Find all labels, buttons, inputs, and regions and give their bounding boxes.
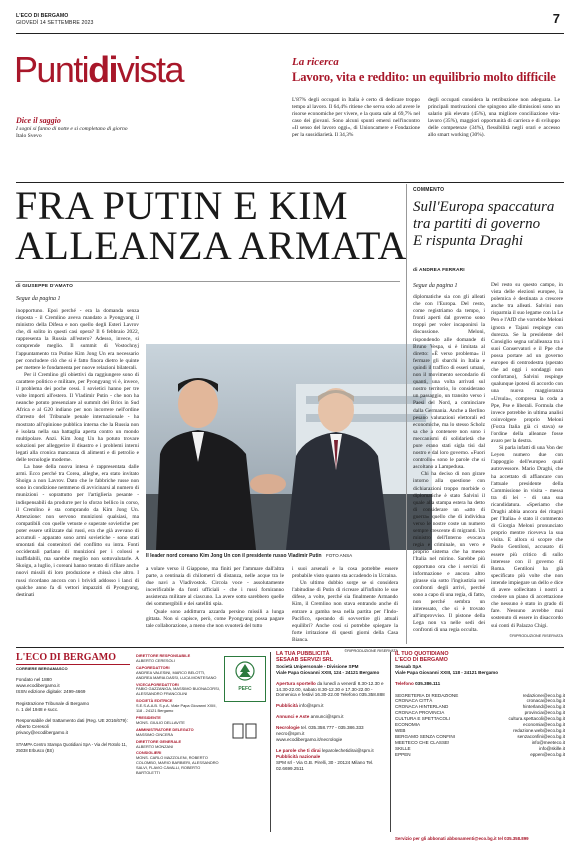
staff-block <box>136 666 220 681</box>
commento-headline-1: Sull'Europa spaccatura <box>413 199 555 215</box>
contact-line: www.ecodibergamo.it <box>16 682 60 688</box>
section-title <box>14 49 183 90</box>
department-name: BERGAMO SENZA CONFINI <box>395 733 455 739</box>
department-name: EPPEN <box>395 751 411 757</box>
main-headline-line1: FRA PUTIN E KIM <box>15 183 349 228</box>
ricerca-text-2: degli occupati considera la retribuzione non adeguata. Le principali motivazioni che spingono alle dimissioni sono un salario più elevato (45%), una migliore conciliazione vita-lavoro (35%), maggiori opportunità di carriera e di sviluppo delle competenze (34%), flessibilità negli orari e accesso allo smart working (30%). <box>428 97 560 139</box>
department-email[interactable]: senzaconfini@eco.bg.it <box>517 733 565 739</box>
servizi-title: LA TUA PUBBLICITÀ <box>276 651 330 657</box>
contact-line: Responsabile del trattamento dati (Reg. UE 2016/679): Alberto Ceresoli <box>16 718 128 730</box>
servizi-opening <box>276 681 386 699</box>
photo-credit: FOTO ANSA <box>325 553 353 558</box>
commento-copyright: ©RIPRODUZIONE RISERVATA <box>509 633 563 638</box>
subscriptions[interactable]: Servizio per gli abbonati abbonamenti@eco.bg.it tel 035.358.899 <box>395 836 529 841</box>
phone-number[interactable]: 035.386.111 <box>415 680 441 686</box>
necro-web[interactable]: www.ecodibergamo.it/necrologie <box>276 736 343 742</box>
footer-contacts <box>16 677 130 736</box>
servizi-parole <box>276 748 386 754</box>
masthead-paper: L'ECO DI BERGAMO <box>16 13 69 19</box>
footer-masthead <box>16 652 130 754</box>
tree-icon <box>235 661 255 681</box>
footer-logo-sub: CORRIERE BERGAMASCO <box>16 664 130 672</box>
commento-header <box>413 187 563 250</box>
phone-label: Telefono <box>395 680 414 686</box>
commento-divider <box>406 184 407 644</box>
ricerca-col2 <box>428 97 560 140</box>
department-email[interactable]: provincia@eco.bg.it <box>524 710 565 716</box>
staff-block <box>136 683 220 698</box>
commento-col2-p1: Del resto su questo campo, in vista delle elezioni europee, la polemica è destinata a crescere anche tra alleati. Salvini non risparmia il suo legame con la Le Pen e l'AfD che vorrebbe Meloni ignora e Tajani respinge con durezza. Se la presidente del Consiglio segna un'alleanza tra i suoi Conservatori e il Ppe che possa portare ad un governo europeo di centrodestra (sperato che ad oggi i sondaggi non confortano), Salvini respinge qualunque ipotesi di accordo con una nuova maggioranza «Ursula», compresa la coda a Ppe, Pse e liberali. Formula che invece potrebbe in ultima analisi coinvolgere proprio Meloni (Forza Italia già ci stava) se l'ordine della alleanze fosse avaro per la destra. <box>491 282 563 445</box>
section-title-part1: Punti <box>14 49 89 90</box>
footer-servizi <box>276 652 386 772</box>
footer-logo: L'ECO DI BERGAMO <box>16 652 117 663</box>
footer-vrule-2 <box>390 652 391 832</box>
top-rule <box>16 33 564 34</box>
departments-list <box>395 693 565 758</box>
staff-names: S.E.S.A.A.B. S.p.A. Viale Papa Giovanni XXIII, 118 - 24121 Bergamo <box>136 703 217 714</box>
section-title-part3: vista <box>116 49 183 90</box>
commento-col1-p2: Chi ha deciso di non girare intorno alla questione con dichiarazioni troppo morbide o diplomatiche è stato Salvini il quale alla stampa estera ha detto di considerare un «atto di guerra» quello che di individua verso le nostre coste un numero sempre crescente di migranti. Un ministro dell'Interno evocava regia e criminale, un vero e proprio sistema che ha messo l'Italia nel mirino. Sarebbe più opportuno ora che i servizi di informazione e ancora altro girasse sia sotto l'ingiustizia nei confronti degli arrivi, perché sono a capo di una regia, di fatto, non perché sembra un interessato, che si è trovato all'improvviso. Il pistone della Lega non va nelle sedi dei confronti di una regia occulta. <box>413 471 485 634</box>
footer-stampa: STAMPA Centro Stampa Quotidiani SpA - Via del Rotolo 11, 25038 Erbusco (BS) <box>16 742 127 754</box>
annunci-label: Annunci e Aste <box>276 714 310 720</box>
department-email[interactable]: info@skille.it <box>539 745 565 751</box>
main-col1-p1: inopportuno. Epoi perché - era la domanda senza risposta - il Cremlino aveva mandato a Pyongyang il ministro della Difesa e non quello degli Esteri Lavrov che, di solito in questi casi opera? Il 6 febbraio 2022, rappresenta la Russia all'estero? Adesso, invece, si comprende meglio. Il summit di Vostochnyj l'appuntamento tra Putine Kim Jong Un era necessario per concludere ciò che si è fatto finora dietro le quinte per mettere le fondamenta per nuove relazioni bilaterali. <box>16 308 139 371</box>
page-number: 7 <box>552 11 560 26</box>
department-email[interactable]: cultura.spettacoli@eco.bg.it <box>508 716 565 722</box>
department-email[interactable]: info@meeteco.it <box>531 739 565 745</box>
main-byline: di GIUSEPPE D'AMATO <box>16 284 74 289</box>
contact-line: privacy@ecodibergamo.it <box>16 730 68 736</box>
footer-rule <box>16 647 564 648</box>
department-email[interactable]: redazione@eco.bg.it <box>522 692 565 698</box>
department-name: CRONACA PROVINCIA <box>395 710 445 716</box>
photo-caption: Il leader nord coreano Kim Jong Un con il presidente russo Vladimir Putin <box>146 553 322 559</box>
saggio-box <box>16 116 176 139</box>
staff-names: FABIO GAZZANIGA, MASSIMO BUONACORSI, ALESSANDRO FRANCOLINI <box>136 686 220 697</box>
staff-names: MASSIMO CINCERA <box>136 731 173 737</box>
department-email[interactable]: cronaca@eco.bg.it <box>526 698 565 704</box>
ricerca-box <box>292 56 562 85</box>
main-col3-p2: Un ultimo dubbio sorge se si considera l'abitudine di Putin di ricreare all'infinito le sue difese, a volte, perché sia finalmente Armando Kim, il Cremlino non stava entrando anche di entrare a gamba tesa nella partita per l'Indo-Pacifico, sperando di sovvertire gli attuali equilibri? Anche cosi si potrebbe spiegare la forte irritazione di questi giorni della Casa Bianca. <box>292 580 398 643</box>
staff-names: MONS. CARLO MAZZOLENI, ROBERTO COLOMBO, MARIO BARBIERI, ALESSANDRO SALVI, FLAVIO CAVALLI, ROBERTO BARTOLETTI <box>136 755 219 776</box>
staff-title: VICECAPOREDATTORI <box>136 681 179 687</box>
parole-label: Le parole che ti dirai <box>276 747 321 753</box>
staff-block <box>136 699 220 714</box>
section-title-part2: di <box>88 49 117 90</box>
contact-line: ISSN edizione digitale: 2499-4669 <box>16 688 86 694</box>
department-email[interactable]: hinterland@eco.bg.it <box>522 704 565 710</box>
staff-names: MONS. GIULIO DELLAVITE <box>136 719 185 725</box>
staff-block <box>136 751 220 776</box>
servizi-subtitle: SESAAB SERVIZI SRL <box>276 656 334 663</box>
byline-rule <box>15 281 400 282</box>
pefc-logo <box>224 656 266 702</box>
commento-col1 <box>413 294 485 635</box>
fieg-logo <box>230 722 260 750</box>
pub-label: Pubblicità <box>276 703 298 709</box>
quotidiano-subtitle: L'ECO DI BERGAMO <box>395 656 448 663</box>
staff-block <box>136 740 220 750</box>
commento-headline-2: tra partiti di governo <box>413 216 541 232</box>
main-headline <box>15 183 408 268</box>
main-continuation: Segue da pagina 1 <box>16 296 61 302</box>
servizi-annunci <box>276 714 386 720</box>
department-name: WEB <box>395 727 406 733</box>
commento-col2-p2: Si parla infatti di una Von der Leyen numero due con l'appoggio dell'europeo quali autrovessore. Mario Draghi, che ha accettato di affiancare con l'attuale presidente della Commissione in visita - messa tra di lei - di una sua ricandidatura. «Speriamo che Draghi abbia ancora dei ritagni per l'Italia» è stato il commento di Giorgia Meloni pronunciato proprio mentre riceveva la sua visita. E allora si scopre che Paolo Gentiloni, accusato di essere più critico di sullo interesse con il governo di Roma. Gentiloni ha già specificato più volte che non intende impiegare un dello e dice di avere sollecitato i nostri a credere un piano di accettazione che nessuno è stato in grado di fare. Nessuno avrebbe mai sostenuto di essere in disaccordo sui conti di Palazzo Chigi. <box>491 445 563 629</box>
commento-headline <box>413 199 563 250</box>
main-col2 <box>146 566 284 630</box>
commento-byline: di ANDREA FERRARI <box>413 268 465 273</box>
main-col2-p1: a volare verso il Giappone, ma finiti per l'ammare dall'altra parte, a centinaia di chilometri di distanza, nelle acque tra le due navi a Vladivostok. Circola voce - assolutamente incerificabile da fonti ufficiali - che i russi forniranno assistenza militare al ciascuno. La avere sotto sarebbero quelle dei sommergibili e dei satelliti spia. <box>146 566 284 608</box>
quotidiano-address: Viale Papa Giovanni XXIII, 118 - 24121 Bergamo <box>395 669 499 675</box>
staff-block <box>136 716 220 726</box>
staff-title: AMMINISTRATORE DELEGATO <box>136 726 194 732</box>
necro-label: Necrologie <box>276 725 300 731</box>
staff-title: CONSIGLIERI <box>136 750 162 756</box>
main-col1-p2: Per il Cremlino gli obiettivi da raggiungere sono di carattere politico e militare, per Pyongyang vi è, invece, il problema dei poche cessi. I sovietici hanno per tre volte importi all'estero. Il Vladimir Putin - che non ha neanche potuto presenziare al summit dei Brics in Sud Africa e al G20 indiano per non incorrere nell'ordine d'arresto del Tribunale penale internazionale - ha mostrato all'opinione pubblica interna che la Russia non è isolata nella sua battaglia aperta contro un mondo multipolare. Anzi. Kim Jong Un ha potuto trovare soluzioni per alleggerire il disastro e i problemi interni legati alla cronica mancanza di alimenti e di petrolio e delle tecnologie moderne. <box>16 371 139 463</box>
staff-title: DIRETTORE RESPONSABILE <box>136 653 191 658</box>
department-name: SEGRETERIA DI REDAZIONE <box>395 692 459 698</box>
pefc-label: PEFC <box>238 686 252 692</box>
quotidiano-title: IL TUO QUOTIDIANO <box>395 651 449 657</box>
ricerca-title: Lavoro, vita e reddito: un equilibrio molto difficile <box>292 70 556 84</box>
department-row <box>395 752 565 758</box>
staff-block <box>136 654 220 664</box>
photo-caption-row <box>146 553 352 559</box>
saggio-quote: I sogni si fanno di notte e si completano di giorno <box>16 126 128 132</box>
naz-text: SPM srl - Via G.B. Pirelli, 30 - 20124 Milano Tel. 02.6699.2511 <box>276 759 374 771</box>
servizi-division: Società Unipersonale - Divisione SPM <box>276 663 359 669</box>
saggio-author: Italo Svevo <box>16 133 42 139</box>
pub-email[interactable]: info@spm.it <box>299 703 324 709</box>
quotidiano-phone <box>395 681 565 687</box>
commento-label: COMMENTO <box>413 187 445 193</box>
opening-label: Apertura sportello <box>276 680 316 686</box>
commento-continuation: Segue da pagina 1 <box>413 283 458 289</box>
quotidiano-company: Sesaab SpA <box>395 663 422 669</box>
department-name: MEETECO CHE CLASSE! <box>395 739 450 745</box>
ricerca-col1 <box>292 97 420 140</box>
ricerca-kicker: La ricerca <box>292 56 339 68</box>
staff-names: ALBERTO MONZANI <box>136 743 174 749</box>
contact-line: n. 1 del 1948 e succ. <box>16 706 59 712</box>
servizi-address: Viale Papa Giovanni XXIII, 124 - 24121 Bergamo <box>276 669 380 675</box>
news-photo <box>146 344 432 550</box>
main-col2-p2: Quale sono additturra azzarda persino missili a lunga gittata. Non si capisce, però, come Pyongyang possa pagare tale collaborazione, a meno che non svuoterà del tutto <box>146 608 284 629</box>
servizi-necro <box>276 725 386 737</box>
necro-contacts[interactable]: tel. 035.358.777 - 035.386.333 necro@spm.it <box>276 725 364 737</box>
commento-col1-p1: diplomatiche sia con gli alleati che con l'Europa. Del resto, come registriamo da tempo, i fronti aperti dal governo sono troppi per voler incaponirsi la discussione. Meloni, rispondendo alle domande di Bruno Vespa, si è limitata al diretto: «È verso problema» il fermare gli sbarchi in Italia e quindi il traffico di esseri umani, non il movimento secondario di quanti, una volta arrivati sul nostro territorio, lo considerano un passaggio, un transito verso i Paesi del Nord, a cominciare dalla Germania. Anche a Berlino pesano valutazioni elettorali ed economiche, ma lo stesso Scholz sa che a contenere non sono i meccanismi di solidarietà che pure erano stati sigla tisi dal nostro e dal loro governo. «Fuori controllo» sono le parole che si ascoltano a Lampedusa. <box>413 294 485 471</box>
contact-line: Fondato nel 1880 <box>16 676 52 682</box>
masthead-date: GIOVEDÌ 14 SETTEMBRE 2023 <box>16 20 94 27</box>
annunci-email[interactable]: annunci@spm.it <box>310 714 344 720</box>
main-col3-p1: i suoi arsenali e la cosa potrebbe essere probabile visto quanto sta accadendo in Ucraina. <box>292 566 398 580</box>
contact-line: Registrazione Tribunale di Bergamo <box>16 700 90 706</box>
department-name: CRONACA CITTÀ <box>395 698 433 704</box>
main-headline-line2: ALLEANZA ARMATA <box>15 223 408 268</box>
ricerca-text-1: L'87% degli occupati in Italia è certo di dedicare troppo tempo al lavoro. Il 64,4% ritiene che serva solo ad avere le risorse economiche per vivere, e la quota sale al 69,7% nel caso dei giovani. Sono alcuni spunti emersi nell'incontro «Il senso del lavoro oggi», di Unioncamere e Fondazione per la sussidiarietà. Il 34,3% <box>292 97 420 139</box>
main-copyright: ©RIPRODUZIONE RISERVATA <box>344 649 398 654</box>
staff-title: CAPOREDATTORI <box>136 664 170 670</box>
commento-col2 <box>491 282 563 640</box>
footer-vrule-1 <box>270 652 271 832</box>
department-name: SKILLE <box>395 745 411 751</box>
naz-label: Pubblicità nazionale <box>276 753 321 759</box>
staff-title: DIRETTORE GENERALE <box>136 738 182 744</box>
staff-title: SOCIETÀ EDITRICE <box>136 698 173 704</box>
masthead <box>16 13 93 27</box>
staff-title: PRESIDENTE <box>136 714 161 720</box>
staff-names: ANDREA VALESINI, MARCO BELOTTI, ANDREA MARIA DASSI, LUCA MONTESANO <box>136 669 217 680</box>
servizi-pub <box>276 703 386 709</box>
department-email[interactable]: redazione.web@eco.bg.it <box>513 727 565 733</box>
photo-illustration <box>146 344 432 550</box>
main-col1 <box>16 308 139 599</box>
department-name: ECONOMIA <box>395 722 421 728</box>
saggio-title: Dice il saggio <box>16 116 61 125</box>
main-col3 <box>292 566 398 655</box>
department-email[interactable]: eppen@eco.bg.it <box>530 751 565 757</box>
main-col1-p3: La base della nuova intesa è rappresentata dalle armi. Ecco perché tra Corea, alleghe, era stato invitato Shoigu a non Lavrov. Dato che le fabbriche russe non sono in condizione nemmeno di avvicinarsi al numero di munizioni - soprattutto per l'artiglieria pesante - indispensabili da produrre per lo sforzo bellico in corso, il Cremlino è sta comprando da Kim Jong Un. Attenzione: non servono munizioni qualsiasi, ma compatibili con quelle vetuste e superate sovietiche per poter essere utilizzate dai russi, era che già avevano di accumuli - apparato sono armi sovietiche - sono stati smontati dai contenitori del conflitto su intra. Fonti occidentali parlano di munizioni per i colossi e inaffidabili, ma sarebbe meglio non sottovalutarle. A Skoigu, a luglio, i coreani hanno tentato di rifilare anche nuovi missili di loro produzione e chissà che altro. I russi ricordano ancora con i brividi addosso i lanci di qualche anno fa di vettori impazziti di Pyongyang, destinati <box>16 464 139 598</box>
department-email[interactable]: economia@eco.bg.it <box>523 722 565 728</box>
footer-staff <box>136 654 220 776</box>
department-name: CRONACA HINTERLAND <box>395 704 449 710</box>
fieg-icon <box>232 722 258 740</box>
department-name: CULTURA E SPETTACOLI <box>395 716 450 722</box>
opening-text: da lunedì a venerdì 8.30-12.30 e 14.30-22.00, sabato 8.30-12.30 e 17.30-22.00 - Domenica e festivi 16.30-22.00 Telefono 035.358.888 <box>276 680 385 698</box>
staff-block <box>136 728 220 738</box>
staff-names: ALBERTO CERESOLI <box>136 657 175 663</box>
parole-email[interactable]: leparolechetidirai@spm.it <box>321 747 374 753</box>
commento-headline-3: E rispunta Draghi <box>413 233 524 249</box>
footer-quotidiano <box>395 652 565 758</box>
